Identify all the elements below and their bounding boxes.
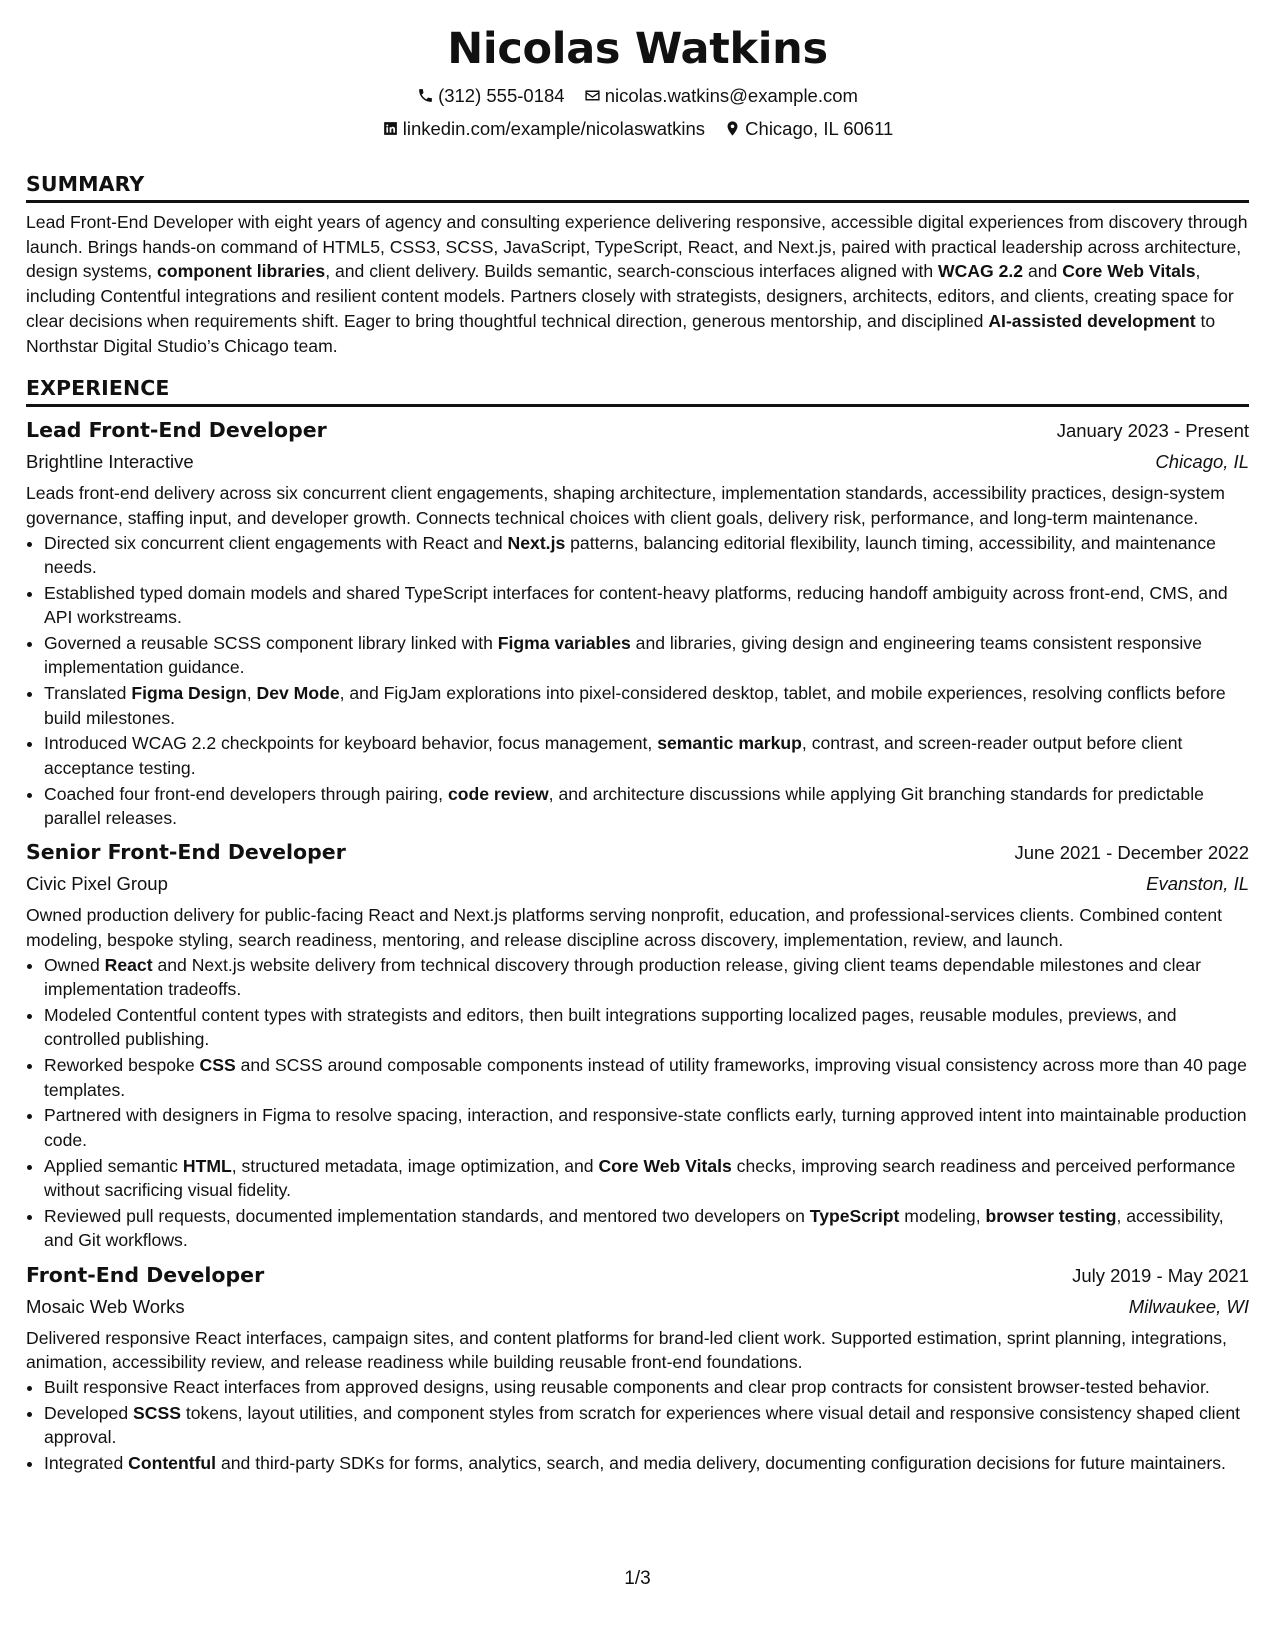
experience-heading: EXPERIENCE [26,376,170,401]
job-summary: Leads front-end delivery across six concurrent client engagements, shaping architecture, implementation standards, accessibility practices, design-system governance, staffing input, and developer growth. Connects technical choices with client goals, delivery risk, performance, and long-term maintenance. [26,483,1225,528]
text-segment: , and client delivery. Builds semantic, search-conscious interfaces aligned with [325,261,939,282]
bold-keyword: Core Web Vitals [1062,261,1196,282]
job-bullet [44,581,1249,630]
email-contact[interactable] [584,80,858,111]
text-segment: Directed six concurrent client engagements with React and [44,532,508,553]
text-segment: Lead Front-End Developer with eight years of agency and consulting experience delivering responsive, accessible digital experiences from discovery through launch. Brings hands-on command of HTML5, CSS3, SCSS, JavaScript, TypeScript, React, and Next.js, paired with practical leadership across architecture, design systems, [26,212,1248,282]
resume-page [26,18,1249,1477]
text-segment: modeling, [899,1205,986,1226]
text-segment: and [1023,261,1063,282]
job-bullet-list [26,531,1249,831]
text-segment: , accessibility, and Git workflows. [44,1205,1224,1251]
bold-keyword: code review [447,783,549,804]
text-segment: Established typed domain models and shared TypeScript interfaces for content-heavy platforms, reducing handoff ambiguity across front-end, CMS, and API workstreams. [44,582,1228,628]
summary-paragraph [26,210,1249,358]
bold-keyword: Figma variables [497,633,631,654]
bold-keyword: Contentful [128,1453,217,1474]
bold-keyword: semantic markup [657,733,802,754]
location-contact [724,113,893,144]
text-segment: Developed [44,1402,134,1423]
bold-keyword: React [104,954,153,975]
job-company: Civic Pixel Group [26,873,168,895]
text-segment: , structured metadata, image optimization, and [231,1155,599,1176]
job-company: Brightline Interactive [26,451,194,473]
map-pin-icon [724,120,741,137]
phone-text: (312) 555-0184 [438,85,565,106]
bold-keyword: Next.js [507,532,566,553]
text-segment: patterns, balancing editorial flexibility, launch timing, accessibility, and maintenance needs. [44,532,1216,578]
job-dates: June 2021 - December 2022 [1014,842,1249,864]
text-segment: , contrast, and screen-reader output before client acceptance testing. [44,733,1183,778]
bold-keyword: TypeScript [809,1205,900,1226]
job-bullet [44,1375,1249,1399]
text-segment: Built responsive React interfaces from approved designs, using reusable components and clear prop contracts for consistent browser-tested behavior. [44,1377,1210,1398]
job-summary: Owned production delivery for public-facing React and Next.js platforms serving nonprofit, education, and professional-services clients. Combined content modeling, bespoke styling, search readiness, mentoring, and release discipline across discovery, implementation, review, and launch. [26,905,1223,951]
text-segment: and Next.js website delivery from technical discovery through production release, giving client teams dependable milestones and clear implementation tradeoffs. [44,954,1201,1000]
bold-keyword: Dev Mode [256,683,340,704]
job-bullet [44,1003,1249,1052]
text-segment: Reviewed pull requests, documented implementation standards, and mentored two developers on [44,1205,810,1226]
bold-keyword: Figma Design [131,683,247,704]
job-bullet [44,782,1249,831]
bold-keyword: component libraries [157,261,326,282]
contact-row-secondary [26,113,1249,146]
job-location: Evanston, IL [1146,873,1249,895]
linkedin-icon [382,120,399,137]
job-title: Senior Front-End Developer [26,840,346,865]
job-dates: January 2023 - Present [1056,420,1249,442]
job-header-row [26,1259,1249,1292]
summary-heading: SUMMARY [26,172,145,196]
job-summary: Delivered responsive React interfaces, campaign sites, and content platforms for brand-led client work. Supported estimation, sprint planning, integrations, animation, accessibility review, and release readiness while building reusable front-end foundations. [26,1327,1227,1373]
location-text: Chicago, IL 60611 [745,118,894,139]
text-segment: , and architecture discussions while applying Git branching standards for predictable parallel releases. [44,783,1204,829]
job-entry [26,836,1249,1252]
job-company-row [26,1292,1249,1321]
bold-keyword: HTML [182,1155,232,1176]
summary-divider [26,200,1249,203]
candidate-name: Nicolas Watkins [447,24,828,74]
email-text[interactable]: nicolas.watkins@example.com [604,85,858,106]
experience-divider [26,404,1249,407]
job-bullet [44,681,1249,730]
text-segment: Integrated [44,1453,129,1474]
job-dates: July 2019 - May 2021 [1072,1264,1249,1286]
phone-icon [417,87,434,104]
job-header-row [26,414,1249,447]
bold-keyword: browser testing [985,1205,1117,1226]
job-title: Lead Front-End Developer [26,418,327,443]
bold-keyword: CSS [199,1055,236,1076]
bold-keyword: Core Web Vitals [598,1155,732,1176]
job-company: Mosaic Web Works [26,1295,185,1317]
job-bullet-list [26,953,1249,1253]
text-segment: , [246,683,257,704]
text-segment: Applied semantic [44,1155,183,1176]
job-bullet [44,531,1249,580]
job-bullet-list [26,1375,1249,1475]
contact-row-primary [26,80,1249,113]
text-segment: tokens, layout utilities, and component styles from scratch for experiences where visual detail and responsive consistency shaped client approval. [44,1402,1241,1448]
job-location: Milwaukee, WI [1128,1295,1249,1317]
bold-keyword: AI-assisted development [988,310,1196,331]
job-bullet [44,1053,1249,1102]
job-entry [26,1259,1249,1476]
text-segment: to Northstar Digital Studio’s Chicago team. [26,310,1216,356]
job-header-row [26,836,1249,869]
text-segment: checks, improving search readiness and perceived performance without sacrificing visual fidelity. [44,1155,1236,1201]
bold-keyword: WCAG 2.2 [938,261,1024,282]
text-segment: , and FigJam explorations into pixel-considered desktop, tablet, and mobile experiences, resolving conflicts before build milestones. [44,683,1226,728]
job-bullet [44,731,1249,780]
text-segment: Partnered with designers in Figma to resolve spacing, interaction, and responsive-state conflicts early, turning approved intent into maintainable production code. [44,1105,1247,1150]
job-bullet [44,1103,1249,1152]
text-segment: Coached four front-end developers through pairing, [44,783,448,804]
page-number: 1/3 [624,1568,651,1589]
text-segment: Introduced WCAG 2.2 checkpoints for keyboard behavior, focus management, [44,733,658,754]
linkedin-contact[interactable] [382,113,705,144]
job-entry [26,414,1249,830]
experience-section-header [26,372,1249,407]
experience-list [26,414,1249,1475]
text-segment: Governed a reusable SCSS component library linked with [44,633,498,654]
summary-section-header [26,168,1249,203]
job-bullet [44,1154,1249,1203]
envelope-icon [584,87,601,104]
bold-keyword: SCSS [133,1402,181,1423]
job-bullet [44,1204,1249,1253]
job-company-row [26,447,1249,476]
job-location: Chicago, IL [1155,451,1249,473]
text-segment: Modeled Contentful content types with strategists and editors, then built integrations supporting localized pages, reusable modules, previews, and controlled publishing. [44,1005,1177,1050]
job-bullet [44,1451,1249,1475]
text-segment: , including Contentful integrations and resilient content models. Partners closely with strategists, designers, architects, editors, and clients, creating space for clear decisions when requirements shift. Eager to bring thoughtful technical direction, generous mentorship, and disciplined [26,261,1234,331]
text-segment: and third-party SDKs for forms, analytics, search, and media delivery, documenting configuration decisions for future maintainers. [216,1453,1226,1474]
job-bullet [44,1401,1249,1450]
text-segment: Reworked bespoke [44,1055,200,1076]
phone-contact [417,80,565,111]
job-bullet [44,631,1249,680]
job-title: Front-End Developer [26,1262,265,1287]
linkedin-text[interactable]: linkedin.com/example/nicolaswatkins [402,118,706,139]
job-company-row [26,869,1249,898]
text-segment: Owned [44,954,105,975]
text-segment: Translated [44,683,132,704]
text-segment: and libraries, giving design and engineering teams consistent responsive implementation guidance. [44,633,1202,678]
text-segment: and SCSS around composable components instead of utility frameworks, improving visual consistency across more than 40 page templates. [44,1055,1247,1100]
job-bullet [44,953,1249,1002]
